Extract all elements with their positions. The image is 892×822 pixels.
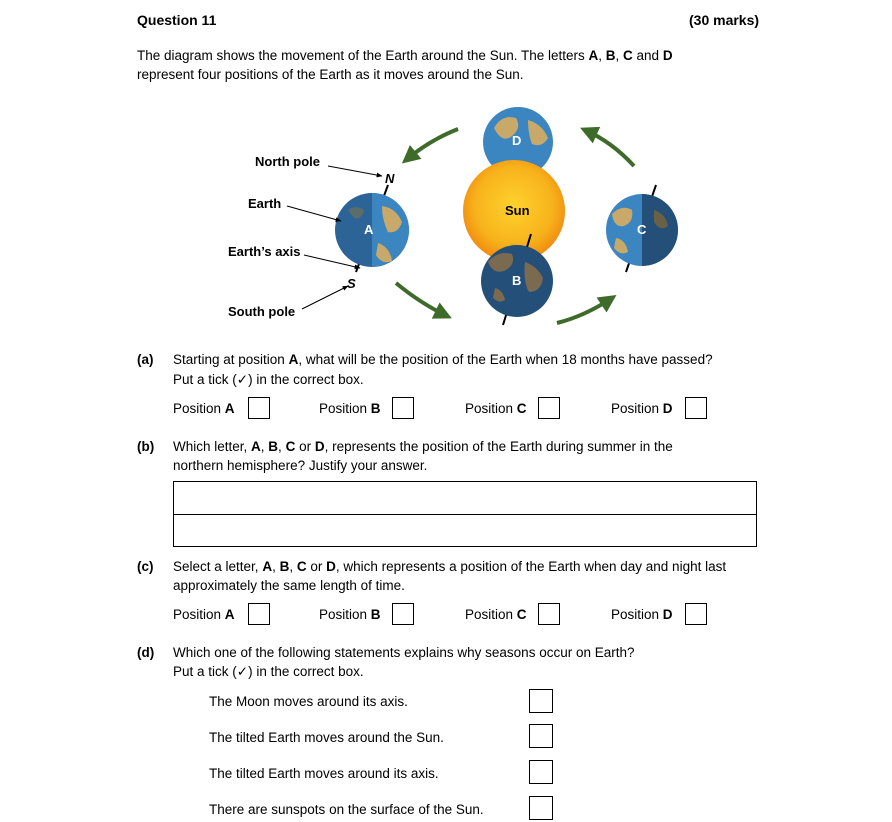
option-text: Position [611,401,663,416]
orbit-arrow-bottom-left [396,283,447,316]
intro-line-1 [137,48,673,63]
part-a-letter: A [288,352,299,367]
part-b-question [173,439,673,454]
intro-letter-b: B [605,48,616,63]
part-c-letter: D [326,559,336,574]
part-b-letter: D [314,439,325,454]
part-a-option-b-label [319,401,381,416]
position-c-label: C [637,222,647,237]
part-b-text: Which letter, [173,439,252,454]
intro-letter-d: D [662,48,673,63]
part-c-option-d-label [611,607,673,622]
part-a-checkbox-b[interactable] [392,397,414,419]
option-text: Position [465,401,517,416]
part-d-statement-1: The Moon moves around its axis. [209,694,408,709]
part-c-checkbox-a[interactable] [248,603,270,625]
part-c-letter: B [279,559,290,574]
south-pole-label: South pole [228,304,296,319]
part-d-label: (d) [137,645,155,660]
part-b-answer-box [173,481,757,547]
part-c-checkbox-b[interactable] [392,603,414,625]
option-letter: A [224,401,235,416]
part-c-sep: or [306,559,327,574]
part-c-checkbox-c[interactable] [538,603,560,625]
part-d-checkbox-4[interactable] [529,796,553,820]
part-a-checkbox-c[interactable] [538,397,560,419]
s-label: S [347,276,356,291]
option-letter: D [662,401,673,416]
part-c-sep: , [272,559,280,574]
part-b-letter: C [285,439,296,454]
option-letter: C [516,607,527,622]
intro-sep: , [615,48,624,63]
position-b-label: B [512,273,522,288]
option-letter: B [370,607,381,622]
part-a-option-a-label [173,401,235,416]
part-b-letter: B [268,439,279,454]
n-label: N [385,171,395,186]
part-a-option-c-label [465,401,527,416]
part-c-question [173,559,726,574]
part-d-instruction: Put a tick (✓) in the correct box. [173,664,364,679]
part-d-statement-3: The tilted Earth moves around its axis. [209,766,439,781]
part-a-checkbox-a[interactable] [248,397,270,419]
part-d-statement-2: The tilted Earth moves around the Sun. [209,730,444,745]
part-b-sep: , [260,439,269,454]
position-a-label: A [364,222,374,237]
part-b-text: , represents the position of the Earth during summer in the [324,439,673,454]
earth-orbit-diagram [0,95,892,335]
orbit-arrow-bottom-right [557,298,612,323]
part-c-letter: C [296,559,307,574]
part-a-checkbox-d[interactable] [685,397,707,419]
orbit-arrow-top-right [585,130,634,166]
intro-line-2: represent four positions of the Earth as it moves around the Sun. [137,67,524,82]
part-b-sep: or [295,439,315,454]
position-d-label: D [512,133,522,148]
option-letter: C [516,401,527,416]
north-pole-label: North pole [255,154,320,169]
part-c-option-c-label [465,607,527,622]
option-text: Position [465,607,517,622]
option-text: Position [611,607,663,622]
part-a-text: Starting at position [173,352,289,367]
option-text: Position [319,607,371,622]
part-a-question [173,352,713,367]
intro-letter-c: C [623,48,633,63]
sun-label: Sun [505,203,530,218]
part-b-answer-line-1[interactable] [174,482,756,514]
intro-sep: and [632,48,663,63]
intro-letter-a: A [588,48,599,63]
option-text: Position [319,401,371,416]
option-letter: B [370,401,381,416]
option-letter: A [224,607,235,622]
part-c-text: , which represents a position of the Earth when day and night last [335,559,727,574]
part-c-label: (c) [137,559,154,574]
question-marks: (30 marks) [689,12,760,28]
part-c-sep: , [289,559,297,574]
part-d-checkbox-1[interactable] [529,689,553,713]
intro-sep: , [598,48,606,63]
part-b-label: (b) [137,439,155,454]
part-b-question-line-2: northern hemisphere? Justify your answer. [173,458,428,473]
part-b-letter: A [251,439,261,454]
part-c-question-line-2: approximately the same length of time. [173,578,405,593]
part-c-letter: A [262,559,273,574]
option-text: Position [173,607,225,622]
part-d-checkbox-2[interactable] [529,724,553,748]
part-a-text: , what will be the position of the Earth when 18 months have passed? [298,352,713,367]
part-a-option-d-label [611,401,673,416]
part-c-option-a-label [173,607,235,622]
question-title: Question 11 [137,12,217,28]
part-b-answer-line-2[interactable] [174,515,756,547]
earths-axis-label: Earth’s axis [228,244,301,259]
option-letter: D [662,607,673,622]
part-d-statement-4: There are sunspots on the surface of the Sun. [209,802,484,817]
part-d-question: Which one of the following statements explains why seasons occur on Earth? [173,645,635,660]
option-text: Position [173,401,225,416]
part-d-checkbox-3[interactable] [529,760,553,784]
part-c-text: Select a letter, [173,559,263,574]
part-c-option-b-label [319,607,381,622]
intro-text: The diagram shows the movement of the Earth around the Sun. The letters [137,48,589,63]
earth-label: Earth [248,196,282,211]
part-b-sep: , [278,439,286,454]
part-a-label: (a) [137,352,154,367]
part-c-checkbox-d[interactable] [685,603,707,625]
part-a-instruction: Put a tick (✓) in the correct box. [173,372,364,387]
orbit-arrow-top-left [406,129,458,160]
